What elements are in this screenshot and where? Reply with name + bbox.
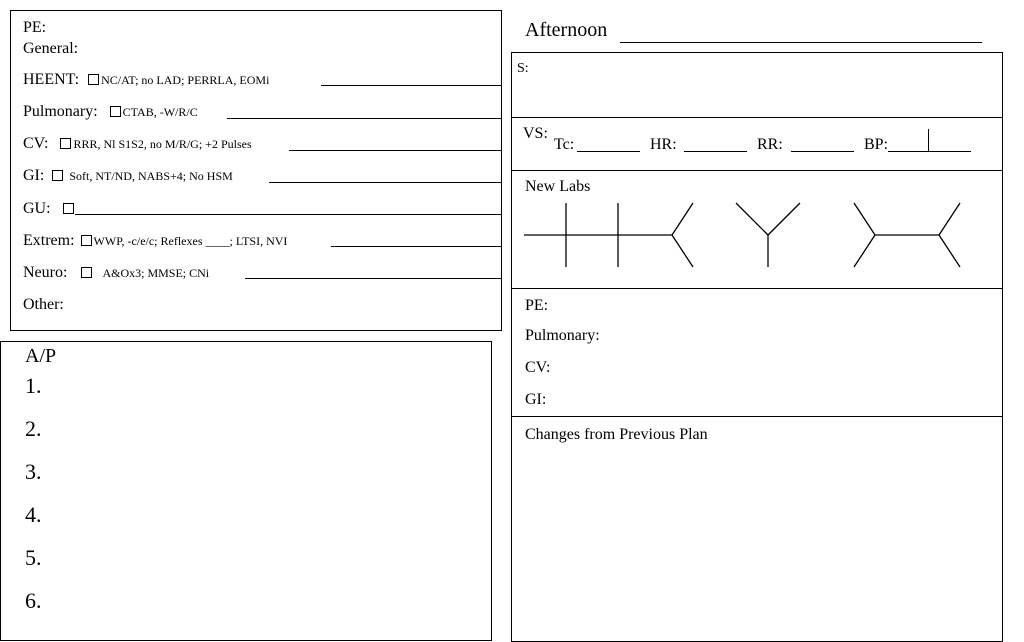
ap-item: 1. [25,373,42,398]
aft-pe-gi: GI: [525,391,547,408]
vs-bp-line [888,151,971,152]
pe-row-detail: A&Ox3; MMSE; CNi [102,266,210,280]
section-divider [512,288,1002,289]
section-divider [512,416,1002,417]
pulmonary-fill-line [227,118,501,119]
pe-row-label: CV: [23,135,49,152]
y-fishbone [736,203,800,267]
cbc-fishbone [854,203,960,267]
vs-bp-label: BP: [864,136,889,153]
pe-row-detail: NC/AT; no LAD; PERRLA, EOMi [101,73,270,87]
aft-pe-title: PE: [525,297,549,314]
vs-tc-line [577,151,640,152]
extrem-checkbox[interactable] [81,235,92,246]
heent-checkbox[interactable] [88,74,99,85]
lab-fishbone-diagrams [512,193,1002,273]
pe-general-label: General: [23,40,79,57]
ap-title: A/P [25,345,57,367]
afternoon-title: Afternoon [525,19,608,41]
ap-item: 4. [25,502,42,527]
pe-row-neuro [23,264,209,282]
s-label: S: [517,61,529,76]
section-divider [512,170,1002,171]
pe-row-label: Extrem: [23,232,75,249]
bmp-fishbone [524,203,693,267]
pe-row-detail: WWP, -c/e/c; Reflexes ____; LTSI, NVI [93,234,288,248]
ap-item: 5. [25,545,42,570]
pe-row-extrem [23,232,287,250]
cv-fill-line [289,150,501,151]
gu-checkbox[interactable] [63,203,74,214]
changes-label: Changes from Previous Plan [525,426,708,443]
pe-row-detail: RRR, Nl S1S2, no M/R/G; +2 Pulses [73,137,252,151]
neuro-checkbox[interactable] [81,267,92,278]
pe-row-gu [23,200,76,218]
vs-hr-line [684,151,747,152]
pe-row-detail: CTAB, -W/R/C [122,105,198,119]
pe-row-gi [23,167,233,185]
pe-row-label: HEENT: [23,71,80,88]
pe-row-label: Pulmonary: [23,103,98,120]
new-labs-label: New Labs [525,178,591,195]
pe-row-cv [23,135,252,153]
afternoon-fill-line [620,42,982,43]
pe-box [10,10,502,331]
section-divider [512,117,1002,118]
vs-label: VS: [523,125,548,142]
vs-hr-label: HR: [650,136,677,153]
pe-row-pulmonary [23,103,198,121]
gi-fill-line [269,182,501,183]
aft-pe-pulmonary: Pulmonary: [525,327,600,344]
aft-pe-cv: CV: [525,359,551,376]
ap-item: 2. [25,416,42,441]
gu-fill-line [75,214,501,215]
vs-bp-divider [928,129,929,151]
pe-row-heent [23,71,269,89]
pe-row-label: GI: [23,167,45,184]
vs-tc-label: Tc: [554,136,575,153]
vs-rr-line [791,151,854,152]
ap-item: 6. [25,588,42,613]
pe-row-label: Neuro: [23,264,68,281]
neuro-fill-line [245,278,501,279]
afternoon-box [511,52,1003,642]
pulmonary-checkbox[interactable] [110,106,121,117]
pe-other-label: Other: [23,296,64,313]
cv-checkbox[interactable] [60,138,71,149]
ap-item: 3. [25,459,42,484]
pe-row-detail: Soft, NT/ND, NABS+4; No HSM [69,169,233,183]
ap-box [0,341,492,641]
pe-row-label: GU: [23,200,51,217]
gi-checkbox[interactable] [52,170,63,181]
vs-rr-label: RR: [757,136,783,153]
extrem-fill-line [331,246,501,247]
heent-fill-line [321,85,501,86]
pe-title: PE: [23,19,47,36]
